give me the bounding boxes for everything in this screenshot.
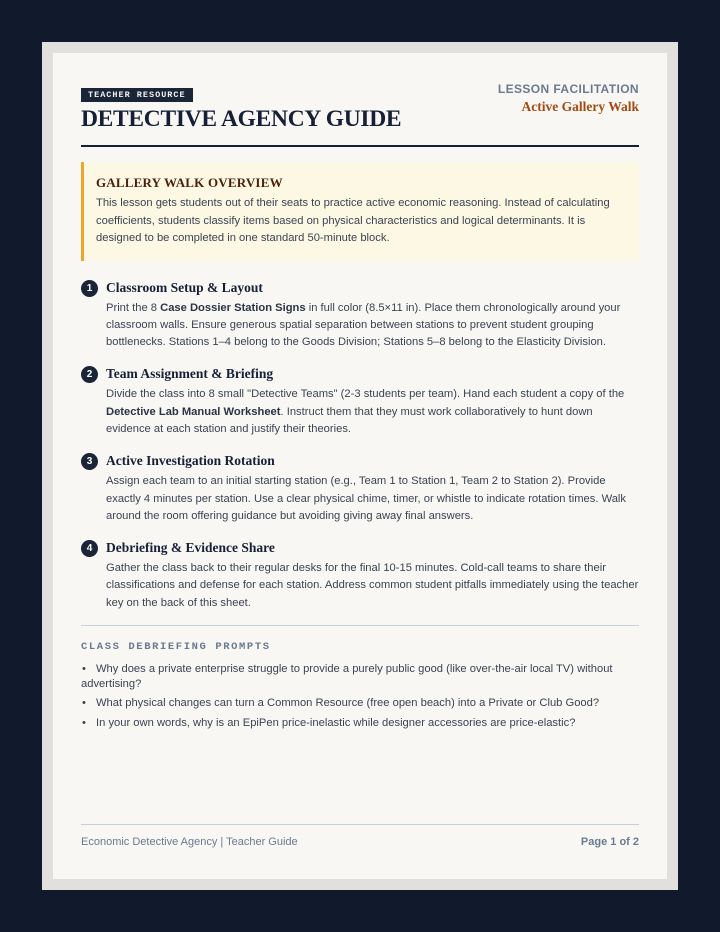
footer: [81, 824, 639, 848]
list-item: • Why does a private enterprise struggle to provide a purely public good (like over-the-air local TV) without advertising?: [81, 663, 613, 690]
page-number: Page 1 of 2: [580, 836, 639, 848]
resource-tag: TEACHER RESOURCE: [81, 88, 193, 102]
overview-body: This lesson gets students out of their seats to practice active economic reasoning. Instead of calculating coefficients, students classify items based on physical characteristics and logical determinants. It is designed to be completed in one standard 50-minute block.: [96, 197, 610, 244]
step-title: Active Investigation Rotation: [106, 453, 275, 469]
lesson-label: LESSON FACILITATION: [497, 82, 639, 96]
header-right: [498, 82, 639, 115]
document-page: [53, 53, 667, 879]
list-item: • In your own words, why is an EpiPen price-inelastic while designer accessories are price-elastic?: [82, 716, 576, 729]
overview-box: [81, 162, 639, 261]
step-item: [81, 538, 639, 612]
footer-text: Economic Detective Agency | Teacher Guide: [81, 836, 298, 848]
title-rule: [81, 145, 639, 147]
prompts-list: [81, 662, 639, 730]
page-frame: [42, 42, 678, 890]
step-item: [81, 451, 639, 525]
prompts-heading: CLASS DEBRIEFING PROMPTS: [81, 641, 271, 654]
step-title: Debriefing & Evidence Share: [106, 540, 275, 556]
step-title: Classroom Setup & Layout: [106, 279, 263, 295]
overview-title: GALLERY WALK OVERVIEW: [96, 175, 283, 190]
page-title: DETECTIVE AGENCY GUIDE: [81, 106, 402, 132]
step-number-badge: 2: [81, 366, 98, 383]
step-item: [81, 278, 639, 352]
step-number-badge: 1: [81, 280, 98, 297]
section-divider: [81, 625, 639, 626]
step-body: Print the 8 Case Dossier Station Signs in full color (8.5×11 in). Place them chronologically around your classroom walls. Ensure generous spatial separation between stations to prevent student grouping bottlenecks. Stations 1–4 belong to the Goods Division; Stations 5–8 belong to the Elasticity Division.: [106, 301, 621, 349]
step-number-badge: 4: [81, 540, 98, 557]
step-body: Gather the class back to their regular desks for the final 10-15 minutes. Cold-call teams to share their classifications and defense for each station. Address common student pitfalls immediately using the teacher key on the back of this sheet.: [106, 562, 639, 609]
header: [81, 53, 639, 145]
lesson-subtitle: Active Gallery Walk: [521, 99, 639, 114]
bullet-icon: •: [82, 697, 86, 710]
bullet-icon: •: [82, 716, 86, 729]
bullet-icon: •: [82, 663, 86, 676]
list-item: • What physical changes can turn a Common Resource (free open beach) into a Private or Club Good?: [82, 697, 600, 710]
step-body: Assign each team to an initial starting station (e.g., Team 1 to Station 1, Team 2 to Station 2). Provide exactly 4 minutes per station. Use a clear physical chime, timer, or whistle to indicate rotation times. Walk around the room offering guidance but avoiding giving away final answers.: [106, 475, 627, 522]
step-title: Team Assignment & Briefing: [106, 366, 274, 382]
step-item: [81, 364, 639, 438]
step-number-badge: 3: [81, 453, 98, 470]
step-body: Divide the class into 8 small "Detective Teams" (2-3 students per team). Hand each student a copy of the Detective Lab Manual Worksheet. Instruct them that they must work collaboratively to hunt down evidence at each station and justify their theories.: [106, 388, 625, 435]
steps-list: [81, 278, 639, 613]
